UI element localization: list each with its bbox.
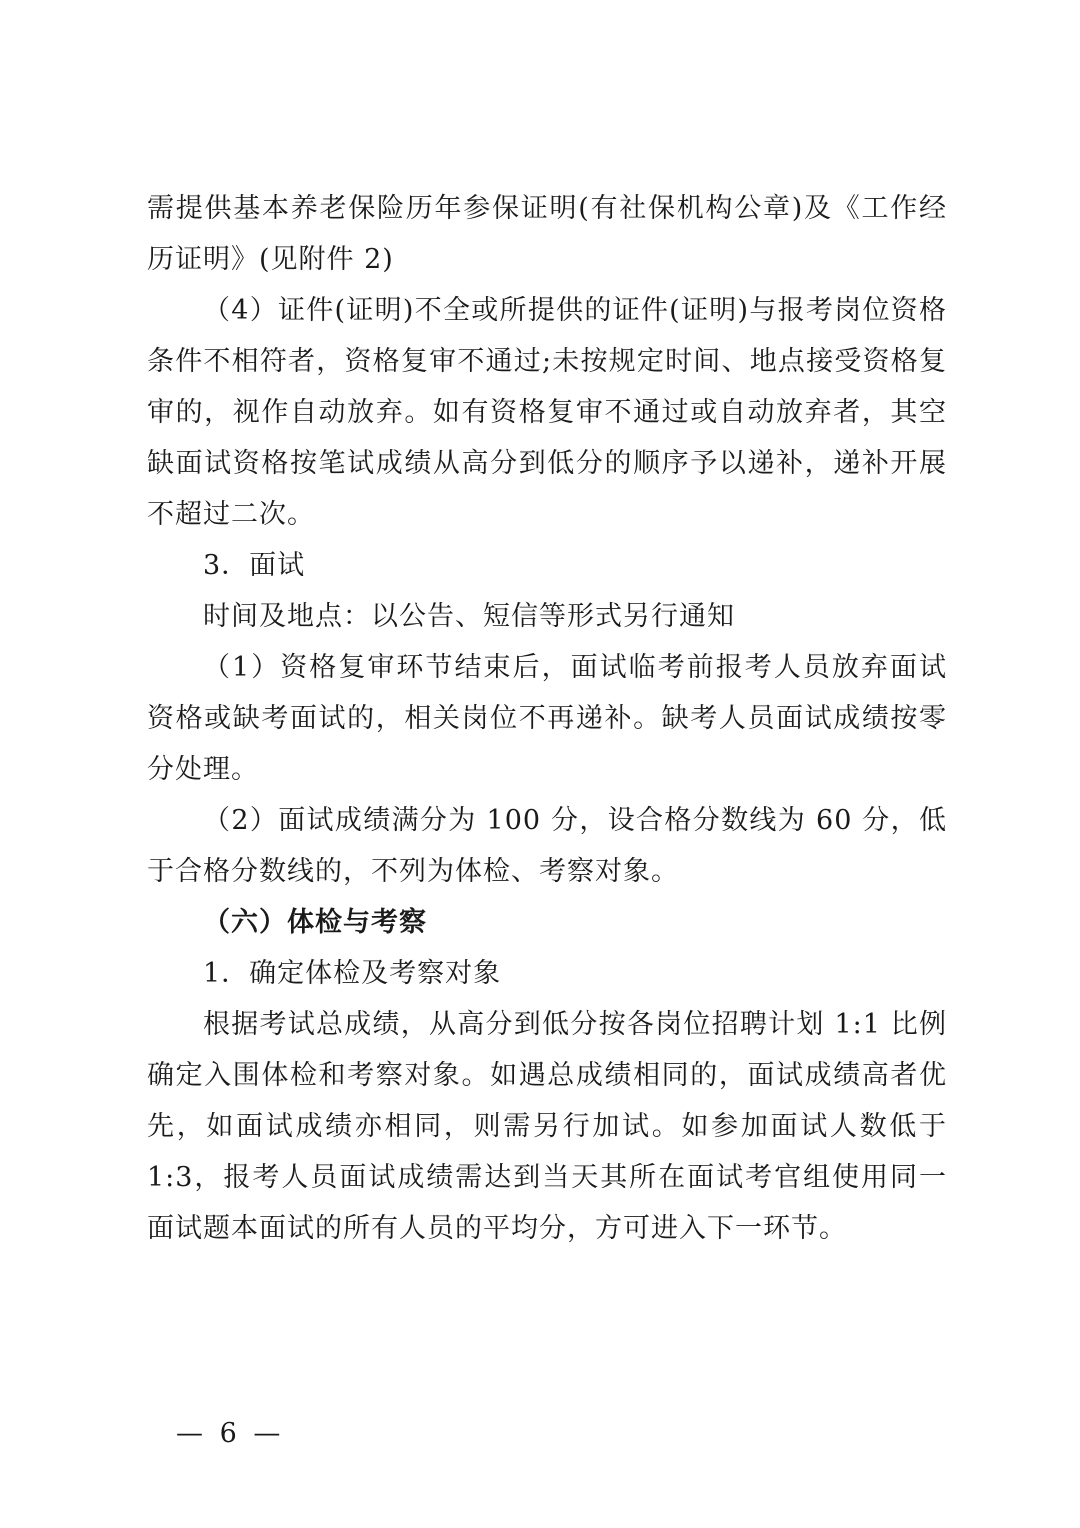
heading-interview: 3．面试 (203, 550, 306, 581)
paragraph-time-location: 时间及地点：以公告、短信等形式另行通知 (203, 601, 735, 632)
paragraph-candidate-rules: 根据考试总成绩，从高分到低分按各岗位招聘计划 1:1 比例确定入围体检和考察对象。如遇总成绩相同的，面试成绩高者优先，如面试成绩亦相同，则需另行加试。如参加面试人数低于 1:3，报考人员面试成绩需达到当天其所在面试考官组使用同一面试题本面试的所有人员的平均分，方可进入下一环节。 (147, 1009, 947, 1244)
page-number: — 6 — (176, 1418, 285, 1449)
paragraph-interview-item-1: （1）资格复审环节结束后，面试临考前报考人员放弃面试资格或缺考面试的，相关岗位不再递补。缺考人员面试成绩按零分处理。 (147, 652, 947, 785)
heading-determine-candidates: 1．确定体检及考察对象 (203, 958, 502, 989)
paragraph-interview-item-2: （2）面试成绩满分为 100 分，设合格分数线为 60 分，低于合格分数线的，不列为体检、考察对象。 (147, 805, 947, 887)
heading-physical-exam: （六）体检与考察 (203, 907, 427, 938)
paragraph-social-insurance: 需提供基本养老保险历年参保证明(有社保机构公章)及《工作经历证明》(见附件 2) (147, 193, 947, 275)
document-body (147, 183, 947, 1254)
paragraph-item-4: （4）证件(证明)不全或所提供的证件(证明)与报考岗位资格条件不相符者，资格复审不通过;未按规定时间、地点接受资格复审的，视作自动放弃。如有资格复审不通过或自动放弃者，其空缺面试资格按笔试成绩从高分到低分的顺序予以递补，递补开展不超过二次。 (147, 295, 947, 530)
